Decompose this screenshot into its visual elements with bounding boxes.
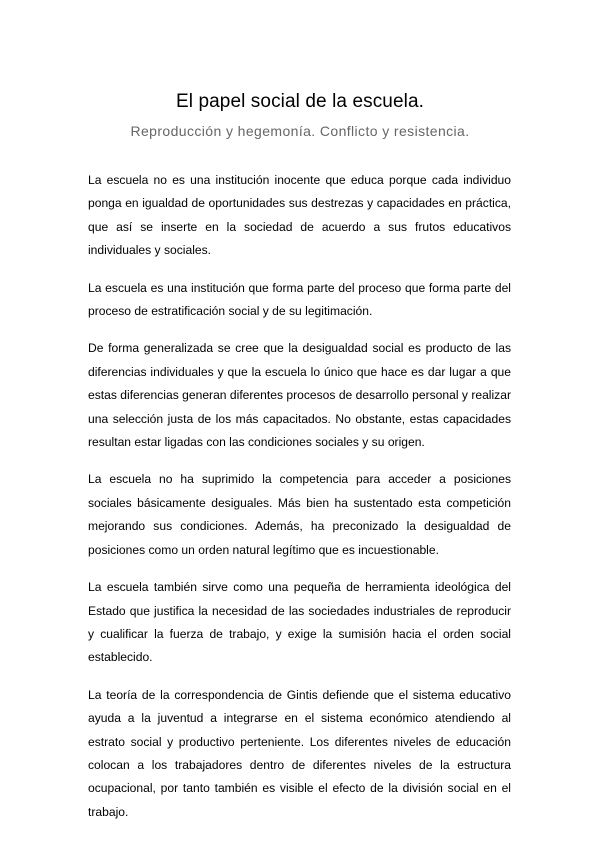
paragraph: La escuela no es una institución inocente que educa porque cada individuo ponga en igualdad de oportunidades sus destrezas y capacidades en práctica, que así se inserte en la sociedad de acuerdo a sus frutos educativos individuales y sociales. [88,173,511,258]
document-subtitle: Reproducción y hegemonía. Conflicto y resistencia. [130,123,470,139]
document-body [88,169,511,838]
paragraph: La escuela es una institución que forma parte del proceso que forma parte del proceso de estratificación social y de su legitimación. [88,280,511,319]
paragraph: La teoría de la correspondencia de Gintis defiende que el sistema educativo ayuda a la juventud a integrarse en el sistema económico atendiendo al estrato social y productivo perteniente. Los diferentes niveles de educación colocan a los trabajadores dentro de diferentes niveles de la estructura ocupacional, por tanto también es visible el efecto de la división social en el trabajo. [88,687,511,819]
document-title: El papel social de la escuela. [175,91,425,112]
paragraph: La escuela no ha suprimido la competencia para acceder a posiciones sociales básicamente desiguales. Más bien ha sustentado esta competición mejorando sus condiciones. Además, ha preconizado la desigualdad de posiciones como un orden natural legítimo que es incuestionable. [88,472,511,557]
paragraph: De forma generalizada se cree que la desigualdad social es producto de las diferencias individuales y que la escuela lo único que hace es dar lugar a que estas diferencias generan diferentes procesos de desarrollo personal y realizar una selección justa de los más capacitados. No obstante, estas capacidades resultan estar ligadas con las condiciones sociales y su origen. [88,341,511,450]
paragraph: La escuela también sirve como una pequeña de herramienta ideológica del Estado que justifica la necesidad de las sociedades industriales de reproducir y cualificar la fuerza de trabajo, y exige la sumisión hacia el orden social establecido. [88,580,511,665]
